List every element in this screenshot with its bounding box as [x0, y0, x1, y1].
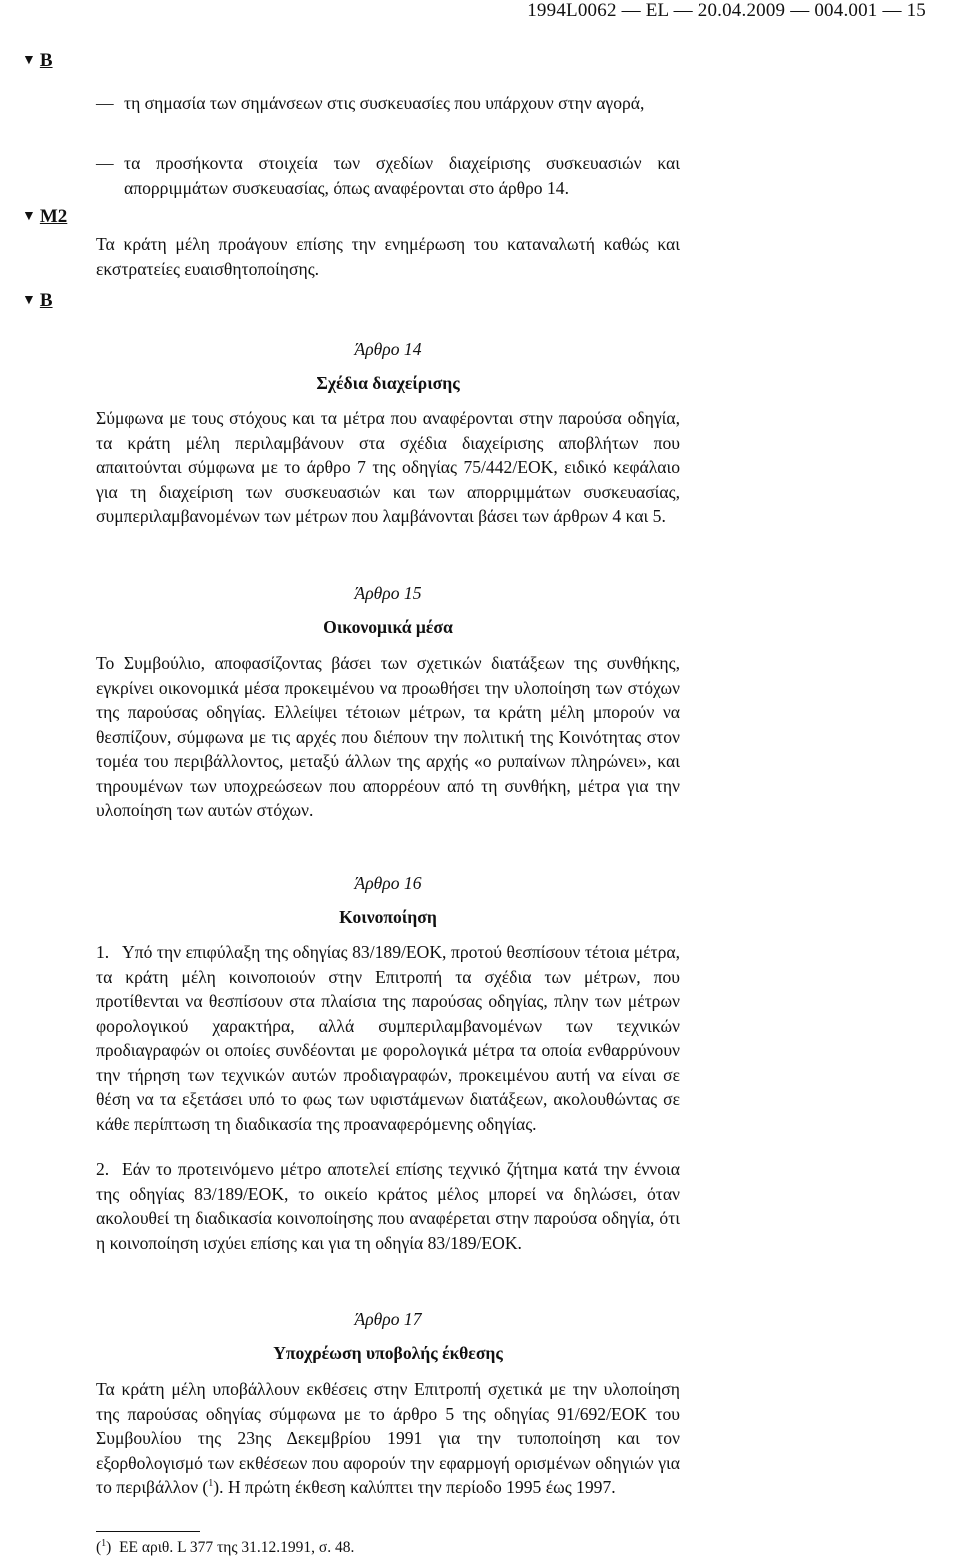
footnote-close: )	[106, 1539, 112, 1556]
article-number: Άρθρο 16	[354, 873, 422, 893]
numbered-paragraph	[96, 1157, 680, 1255]
marker-code: B	[39, 290, 53, 311]
article-title: Σχέδια διαχείρισης	[316, 373, 460, 393]
paragraph-text: ). Η πρώτη έκθεση καλύπτει την περίοδο 1995 έως 1997.	[213, 1477, 616, 1497]
amendment-marker-b	[22, 50, 53, 72]
paragraph-text: Τα κράτη μέλη υποβάλλουν εκθέσεις στην Επιτροπή σχετικά με την υλοποίηση της παρούσας οδηγίας σύμφωνα με το άρθρο 5 της οδηγίας 91/692/ΕΟΚ του Συμβουλίου της 23ης Δεκεμβρίου 1991 για την τυποποίηση και τον εξορθολογισμό των εκθέσεων που αφορούν την εφαρμογή ορισμένων οδηγιών για το περιβάλλον (	[96, 1379, 680, 1497]
footnote-open: (	[96, 1539, 102, 1556]
triangle-down-icon: ▼	[22, 293, 36, 308]
numbered-paragraph	[96, 940, 680, 1136]
marker-code: B	[39, 50, 53, 71]
triangle-down-icon: ▼	[22, 53, 36, 68]
footnote-number: 1	[101, 1537, 107, 1549]
amendment-marker-b	[22, 290, 53, 312]
footnote-divider	[96, 1531, 200, 1532]
list-item: τα προσήκοντα στοιχεία των σχεδίων διαχείρισης συσκευασιών και απορριμμάτων συσκευασίας, όπως αναφέρονται στο άρθρο 14.	[124, 153, 680, 198]
marker-code: M2	[39, 206, 68, 227]
paragraph-text: Εάν το προτεινόμενο μέτρο αποτελεί επίσης τεχνικό ζήτημα κατά την έννοια της οδηγίας 83/189/ΕΟΚ, το οικείο κράτος μέλος μπορεί να δηλώσει, όταν ακολουθεί τη διαδικασία κοινοποίησης που αναφέρεται στην παρούσα οδηγία, ότι η κοινοποίηση ισχύει επίσης και για τη οδηγία 83/189/ΕΟΚ.	[96, 1159, 680, 1253]
paragraph-number: 1.	[96, 942, 110, 962]
article-number: Άρθρο 15	[354, 583, 422, 603]
list-dash: —	[96, 93, 114, 113]
article-title: Κοινοποίηση	[339, 907, 437, 927]
footnote-text: ΕΕ αριθ. L 377 της 31.12.1991, σ. 48.	[119, 1539, 355, 1556]
m2-paragraph: Τα κράτη μέλη προάγουν επίσης την ενημέρωση του καταναλωτή καθώς και εκστρατείες ευαισθητοποίησης.	[96, 234, 680, 279]
article-title: Υποχρέωση υποβολής έκθεσης	[273, 1343, 503, 1363]
list-item: τη σημασία των σημάνσεων στις συσκευασίες που υπάρχουν στην αγορά,	[124, 93, 645, 113]
amendment-marker-m2	[22, 206, 67, 228]
list-dash: —	[96, 153, 114, 173]
article-number: Άρθρο 14	[354, 339, 422, 359]
paragraph-number: 2.	[96, 1159, 110, 1179]
document-header: 1994L0062 — EL — 20.04.2009 — 004.001 — 15	[527, 0, 926, 21]
article-paragraph: Σύμφωνα με τους στόχους και τα μέτρα που αναφέρονται στην παρούσα οδηγία, τα κράτη μέλη περιλαμβάνουν στα σχέδια διαχείρισης αποβλήτων που απαιτούνται σύμφωνα με το άρθρο 7 της οδηγίας 75/442/ΕΟΚ, ειδικό κεφάλαιο για τη διαχείριση των συσκευασιών και των απορριμμάτων συσκευασίας, συμπεριλαμβανομένων των μέτρων που λαμβάνονται βάσει των άρθρων 4 και 5.	[96, 408, 680, 526]
article-paragraph	[96, 1377, 680, 1500]
article-paragraph: Το Συμβούλιο, αποφασίζοντας βάσει των σχετικών διατάξεων της συνθήκης, εγκρίνει οικονομικά μέσα προκειμένου να προωθήσει την υλοποίηση των στόχων της παρούσας οδηγίας. Ελλείψει τέτοιων μέτρων, τα κράτη μέλη μπορούν να θεσπίζουν, σύμφωνα με τις αρχές που διέπουν την πολιτική της Κοινότητας στον τομέα του περιβάλλοντος, μεταξύ άλλων της αρχής «ο ρυπαίνων πληρώνει», και τηρουμένων των υποχρεώσεων που απορρέουν από τη συνθήκη, μέτρα για την υλοποίηση των αυτών στόχων.	[96, 653, 680, 820]
paragraph-text: Υπό την επιφύλαξη της οδηγίας 83/189/ΕΟΚ, προτού θεσπίσουν τέτοια μέτρα, τα κράτη μέλη κοινοποιούν στην Επιτροπή τα σχέδια των μέτρων, που προτίθενται να θεσπίσουν στα πλαίσια της παρούσας οδηγίας, πλην των μέτρων φορολογικού χαρακτήρα, αλλά συμπεριλαμβανομένων των τεχνικών προδιαγραφών οι οποίες συνδέονται με φορολογικά μέτρα τα οποία ενθαρρύνουν την τήρηση των τεχνικών αυτών προδιαγραφών, προκειμένου αυτή να είναι σε θέση να τα εξετάσει υπό το φως των υφιστάμενων διατάξεων, ακολουθώντας σε κάθε περίπτωση τη διαδικασία της προαναφερόμενης οδηγίας.	[96, 942, 680, 1134]
article-title: Οικονομικά μέσα	[323, 617, 453, 637]
triangle-down-icon: ▼	[22, 209, 36, 224]
article-number: Άρθρο 17	[354, 1309, 422, 1329]
footnote-ref[interactable]: 1	[208, 1478, 214, 1490]
footnote	[96, 1538, 354, 1558]
